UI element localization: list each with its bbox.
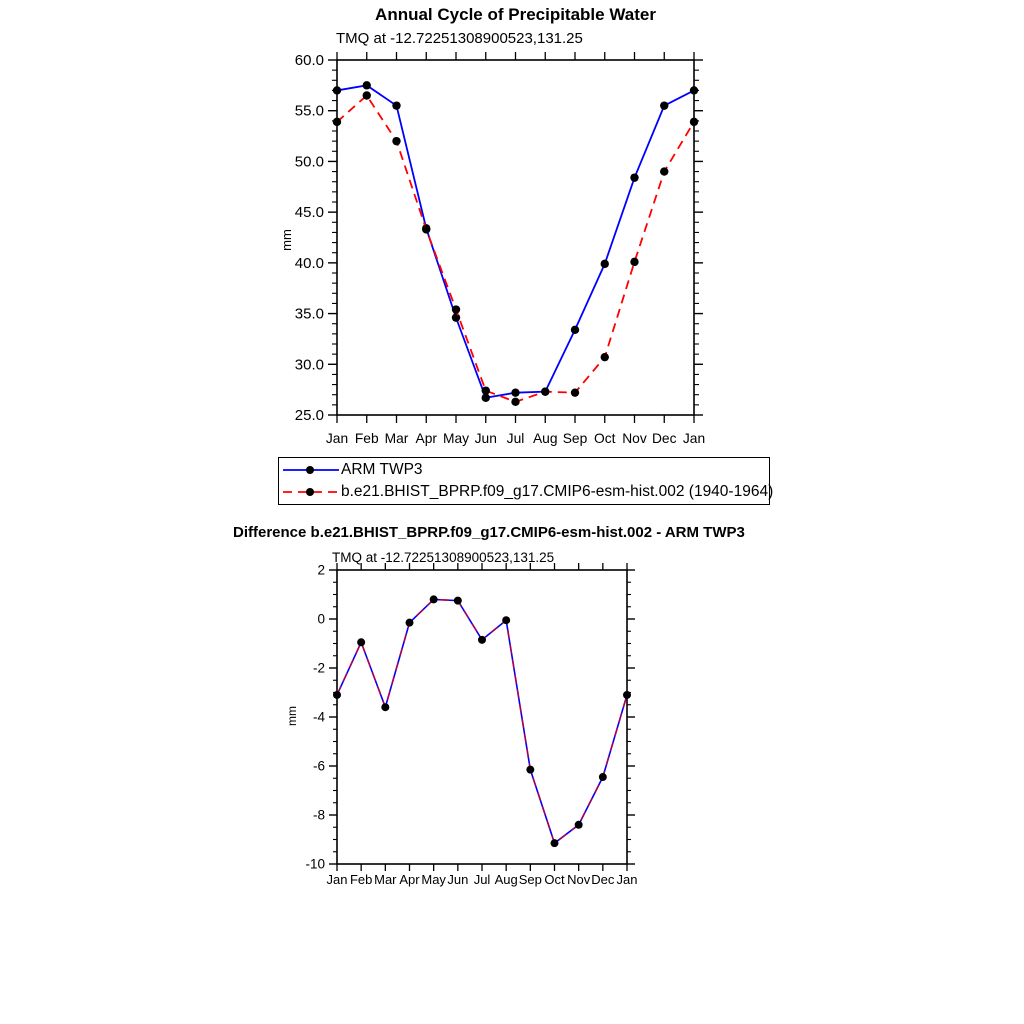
difference-chart: [0, 545, 1024, 910]
x-tick-label: May: [421, 872, 446, 887]
x-tick-label: Jun: [447, 872, 469, 887]
data-point-marker: [452, 313, 460, 321]
y-tick-label: -6: [312, 758, 325, 774]
data-point-marker: [482, 386, 490, 394]
chart1-title: Annual Cycle of Precipitable Water: [375, 5, 656, 24]
data-point-marker: [422, 225, 430, 233]
x-tick-label: Feb: [354, 431, 379, 446]
data-point-marker: [623, 691, 631, 699]
x-tick-label: Dec: [591, 872, 615, 887]
y-tick-label: 30.0: [294, 356, 324, 374]
data-point-marker: [392, 101, 400, 109]
data-point-marker: [452, 305, 460, 313]
chart2-subtitle: TMQ at -12.72251308900523,131.25: [332, 550, 555, 565]
data-point-marker: [511, 388, 519, 396]
data-point-marker: [392, 137, 400, 145]
data-point-marker: [381, 703, 389, 711]
data-point-marker: [454, 597, 462, 605]
data-point-marker: [660, 101, 668, 109]
legend-label-obs: ARM TWP3: [341, 460, 423, 478]
data-point-marker: [357, 638, 365, 646]
y-tick-label: 50.0: [294, 153, 324, 171]
x-tick-label: Oct: [594, 431, 616, 446]
x-tick-label: Jul: [473, 872, 491, 887]
data-point-marker: [601, 260, 609, 268]
y-tick-label: -4: [312, 709, 325, 725]
y-tick-label: 25.0: [294, 407, 324, 424]
legend-entry-arm-twp3: [283, 459, 769, 480]
data-point-marker: [690, 118, 698, 126]
chart2-title: Difference b.e21.BHIST_BPRP.f09_g17.CMIP6-esm-hist.002 - ARM TWP3: [233, 524, 745, 541]
x-tick-label: Sep: [562, 431, 588, 446]
x-tick-label: Jan: [616, 872, 638, 887]
chart1-subtitle: TMQ at -12.72251308900523,131.25: [336, 30, 583, 47]
legend-label-model: b.e21.BHIST_BPRP.f09_g17.CMIP6-esm-hist.002 (1940-1964): [341, 483, 774, 501]
x-tick-label: Nov: [622, 431, 647, 446]
data-point-marker: [333, 86, 341, 94]
data-point-marker: [502, 616, 510, 624]
y-tick-label: 40.0: [294, 254, 324, 272]
data-point-marker: [526, 766, 534, 774]
y-tick-label: 2: [317, 562, 325, 578]
x-tick-label: Mar: [384, 431, 409, 446]
legend-marker-dot: [306, 466, 314, 474]
data-point-marker: [551, 839, 559, 847]
data-point-marker: [599, 773, 607, 781]
y-axis-label: mm: [279, 229, 294, 251]
legend-red-dashed-line-sample: [283, 484, 339, 500]
x-tick-label: Aug: [532, 431, 558, 446]
y-tick-label: 0: [317, 611, 325, 627]
data-point-marker: [630, 258, 638, 266]
x-tick-label: Jan: [325, 431, 349, 446]
series-line-1: [337, 96, 694, 402]
legend-marker-dot: [306, 488, 314, 496]
x-tick-label: Jan: [682, 431, 706, 446]
legend-blue-line-sample: [283, 462, 339, 478]
x-tick-label: Jul: [506, 431, 525, 446]
x-tick-label: Sep: [518, 872, 542, 887]
legend-box: [278, 457, 774, 505]
data-point-marker: [630, 173, 638, 181]
x-tick-label: May: [442, 431, 470, 446]
x-tick-label: Apr: [399, 872, 420, 887]
y-axis-label: mm: [285, 706, 299, 726]
data-point-marker: [333, 691, 341, 699]
data-point-marker: [363, 91, 371, 99]
plot-frame: [337, 60, 694, 415]
data-point-marker: [601, 353, 609, 361]
x-tick-label: Apr: [415, 431, 437, 446]
data-point-marker: [541, 387, 549, 395]
x-tick-label: Jun: [474, 431, 497, 446]
x-tick-label: Jan: [326, 872, 348, 887]
y-tick-label: 55.0: [294, 102, 324, 120]
x-tick-label: Dec: [651, 431, 677, 446]
y-tick-label: -8: [312, 807, 325, 823]
y-tick-label: 60.0: [294, 52, 324, 69]
x-tick-label: Feb: [349, 872, 373, 887]
data-point-marker: [363, 81, 371, 89]
y-tick-label: -10: [305, 856, 325, 872]
y-tick-label: -2: [312, 660, 325, 676]
plot-frame: [337, 570, 627, 864]
x-tick-label: Mar: [374, 872, 397, 887]
data-point-marker: [511, 398, 519, 406]
data-point-marker: [571, 326, 579, 334]
data-point-marker: [406, 619, 414, 627]
data-point-marker: [478, 636, 486, 644]
x-tick-label: Aug: [494, 872, 518, 887]
legend-entry-model: [283, 482, 774, 503]
data-point-marker: [430, 595, 438, 603]
annual-cycle-chart: [0, 0, 1024, 455]
data-point-marker: [333, 118, 341, 126]
x-tick-label: Oct: [544, 872, 565, 887]
data-point-marker: [660, 167, 668, 175]
y-tick-label: 45.0: [294, 204, 324, 222]
y-tick-label: 35.0: [294, 305, 324, 323]
data-point-marker: [575, 821, 583, 829]
data-point-marker: [571, 388, 579, 396]
data-point-marker: [690, 86, 698, 94]
x-tick-label: Nov: [567, 872, 591, 887]
